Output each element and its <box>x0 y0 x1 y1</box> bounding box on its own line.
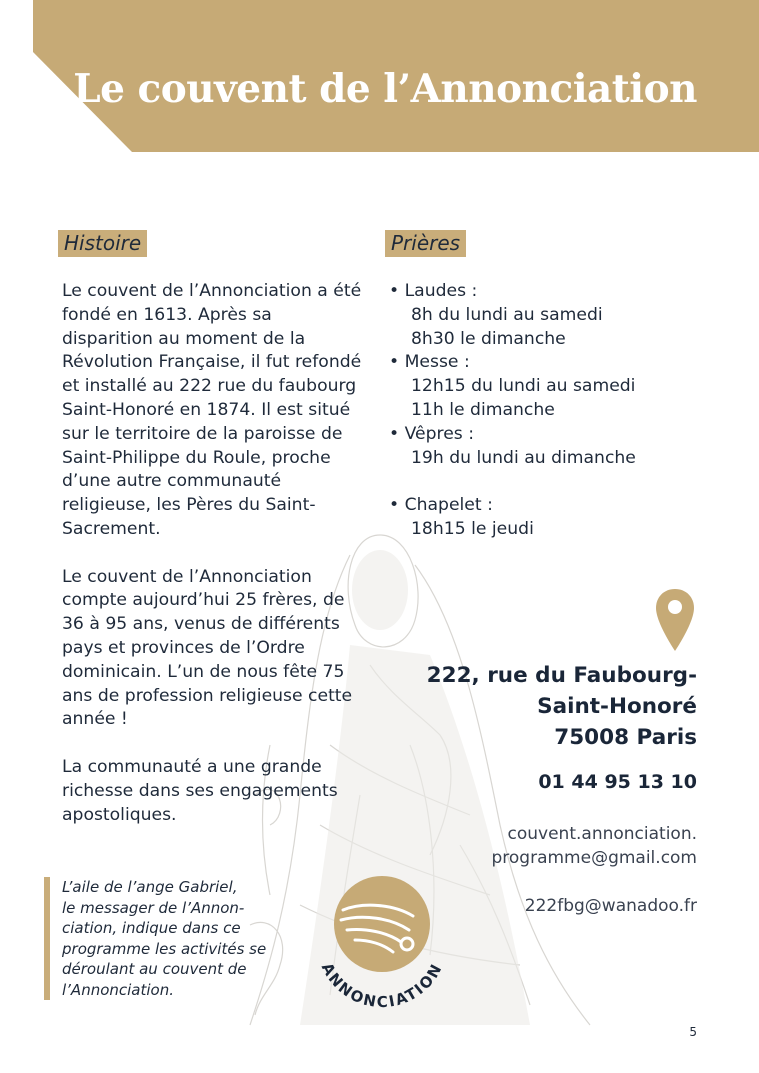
annonciation-logo <box>303 872 461 1012</box>
email-programme[interactable] <box>491 822 697 870</box>
caption-line: l’Annonciation. <box>62 980 175 999</box>
prayer-time: 12h15 du lundi au samedi <box>411 376 636 397</box>
title-banner <box>0 0 759 152</box>
caption-line: le messager de l’Annon- <box>62 898 245 917</box>
prayer-time: 11h le dimanche <box>411 399 555 420</box>
address-line: 222, rue du Faubourg- <box>426 663 697 688</box>
histoire-paragraph: Le couvent de l’Annonciation a été fondé en 1613. Après sa disparition au moment de la Révolution Française, il fut refondé et installé au 222 rue du faubourg Saint-Honoré en 1874. Il est situé sur le territoire de la paroisse de Saint-Philippe du Roule, proche d’une autre communauté religieuse, les Pères du Saint-Sacrement. <box>62 281 362 539</box>
prieres-heading: Prières <box>385 230 466 257</box>
email-line: couvent.annonciation. <box>507 824 697 844</box>
prayer-name: • Chapelet : <box>389 495 493 516</box>
address-block <box>427 660 697 753</box>
caption-line: L’aile de l’ange Gabriel, <box>62 878 238 896</box>
prayer-time: 19h du lundi au dimanche <box>411 447 636 468</box>
address-line: Saint-Honoré <box>537 694 697 719</box>
address-line: 75008 Paris <box>554 725 697 750</box>
histoire-text <box>62 280 367 827</box>
phone-number: 01 44 95 13 10 <box>538 771 697 793</box>
caption-line: déroulant au couvent de <box>62 960 247 978</box>
page-number: 5 <box>689 1025 697 1039</box>
caption-line: programme les activités se <box>62 939 267 958</box>
prayer-name: • Vêpres : <box>389 423 474 444</box>
email-contact[interactable]: 222fbg@wanadoo.fr <box>524 896 697 916</box>
logo-text: ANNONCIATION <box>317 959 447 1012</box>
prayer-name: • Messe : <box>389 352 470 373</box>
page-title: Le couvent de l’Annonciation <box>73 66 697 112</box>
histoire-paragraph: Le couvent de l’Annonciation compte aujourd’hui 25 frères, de 36 à 95 ans, venus de différents pays et provinces de l’Ordre dominicain. L’un de nous fête 75 ans de profession religieuse cette année ! <box>62 566 353 730</box>
prayer-name: • Laudes : <box>389 281 478 301</box>
prayer-time: 8h du lundi au samedi <box>411 304 603 325</box>
prayer-time: 8h30 le dimanche <box>411 328 566 349</box>
caption-line: ciation, indique dans ce <box>62 919 241 937</box>
email-line: programme@gmail.com <box>491 848 697 868</box>
prayer-schedule <box>389 280 636 542</box>
histoire-paragraph: La communauté a une grande richesse dans ses engagements apostoliques. <box>62 756 338 825</box>
prayer-time: 18h15 le jeudi <box>411 518 534 539</box>
location-pin-icon <box>654 587 696 653</box>
wing-caption <box>44 877 312 1000</box>
histoire-heading: Histoire <box>58 230 147 257</box>
